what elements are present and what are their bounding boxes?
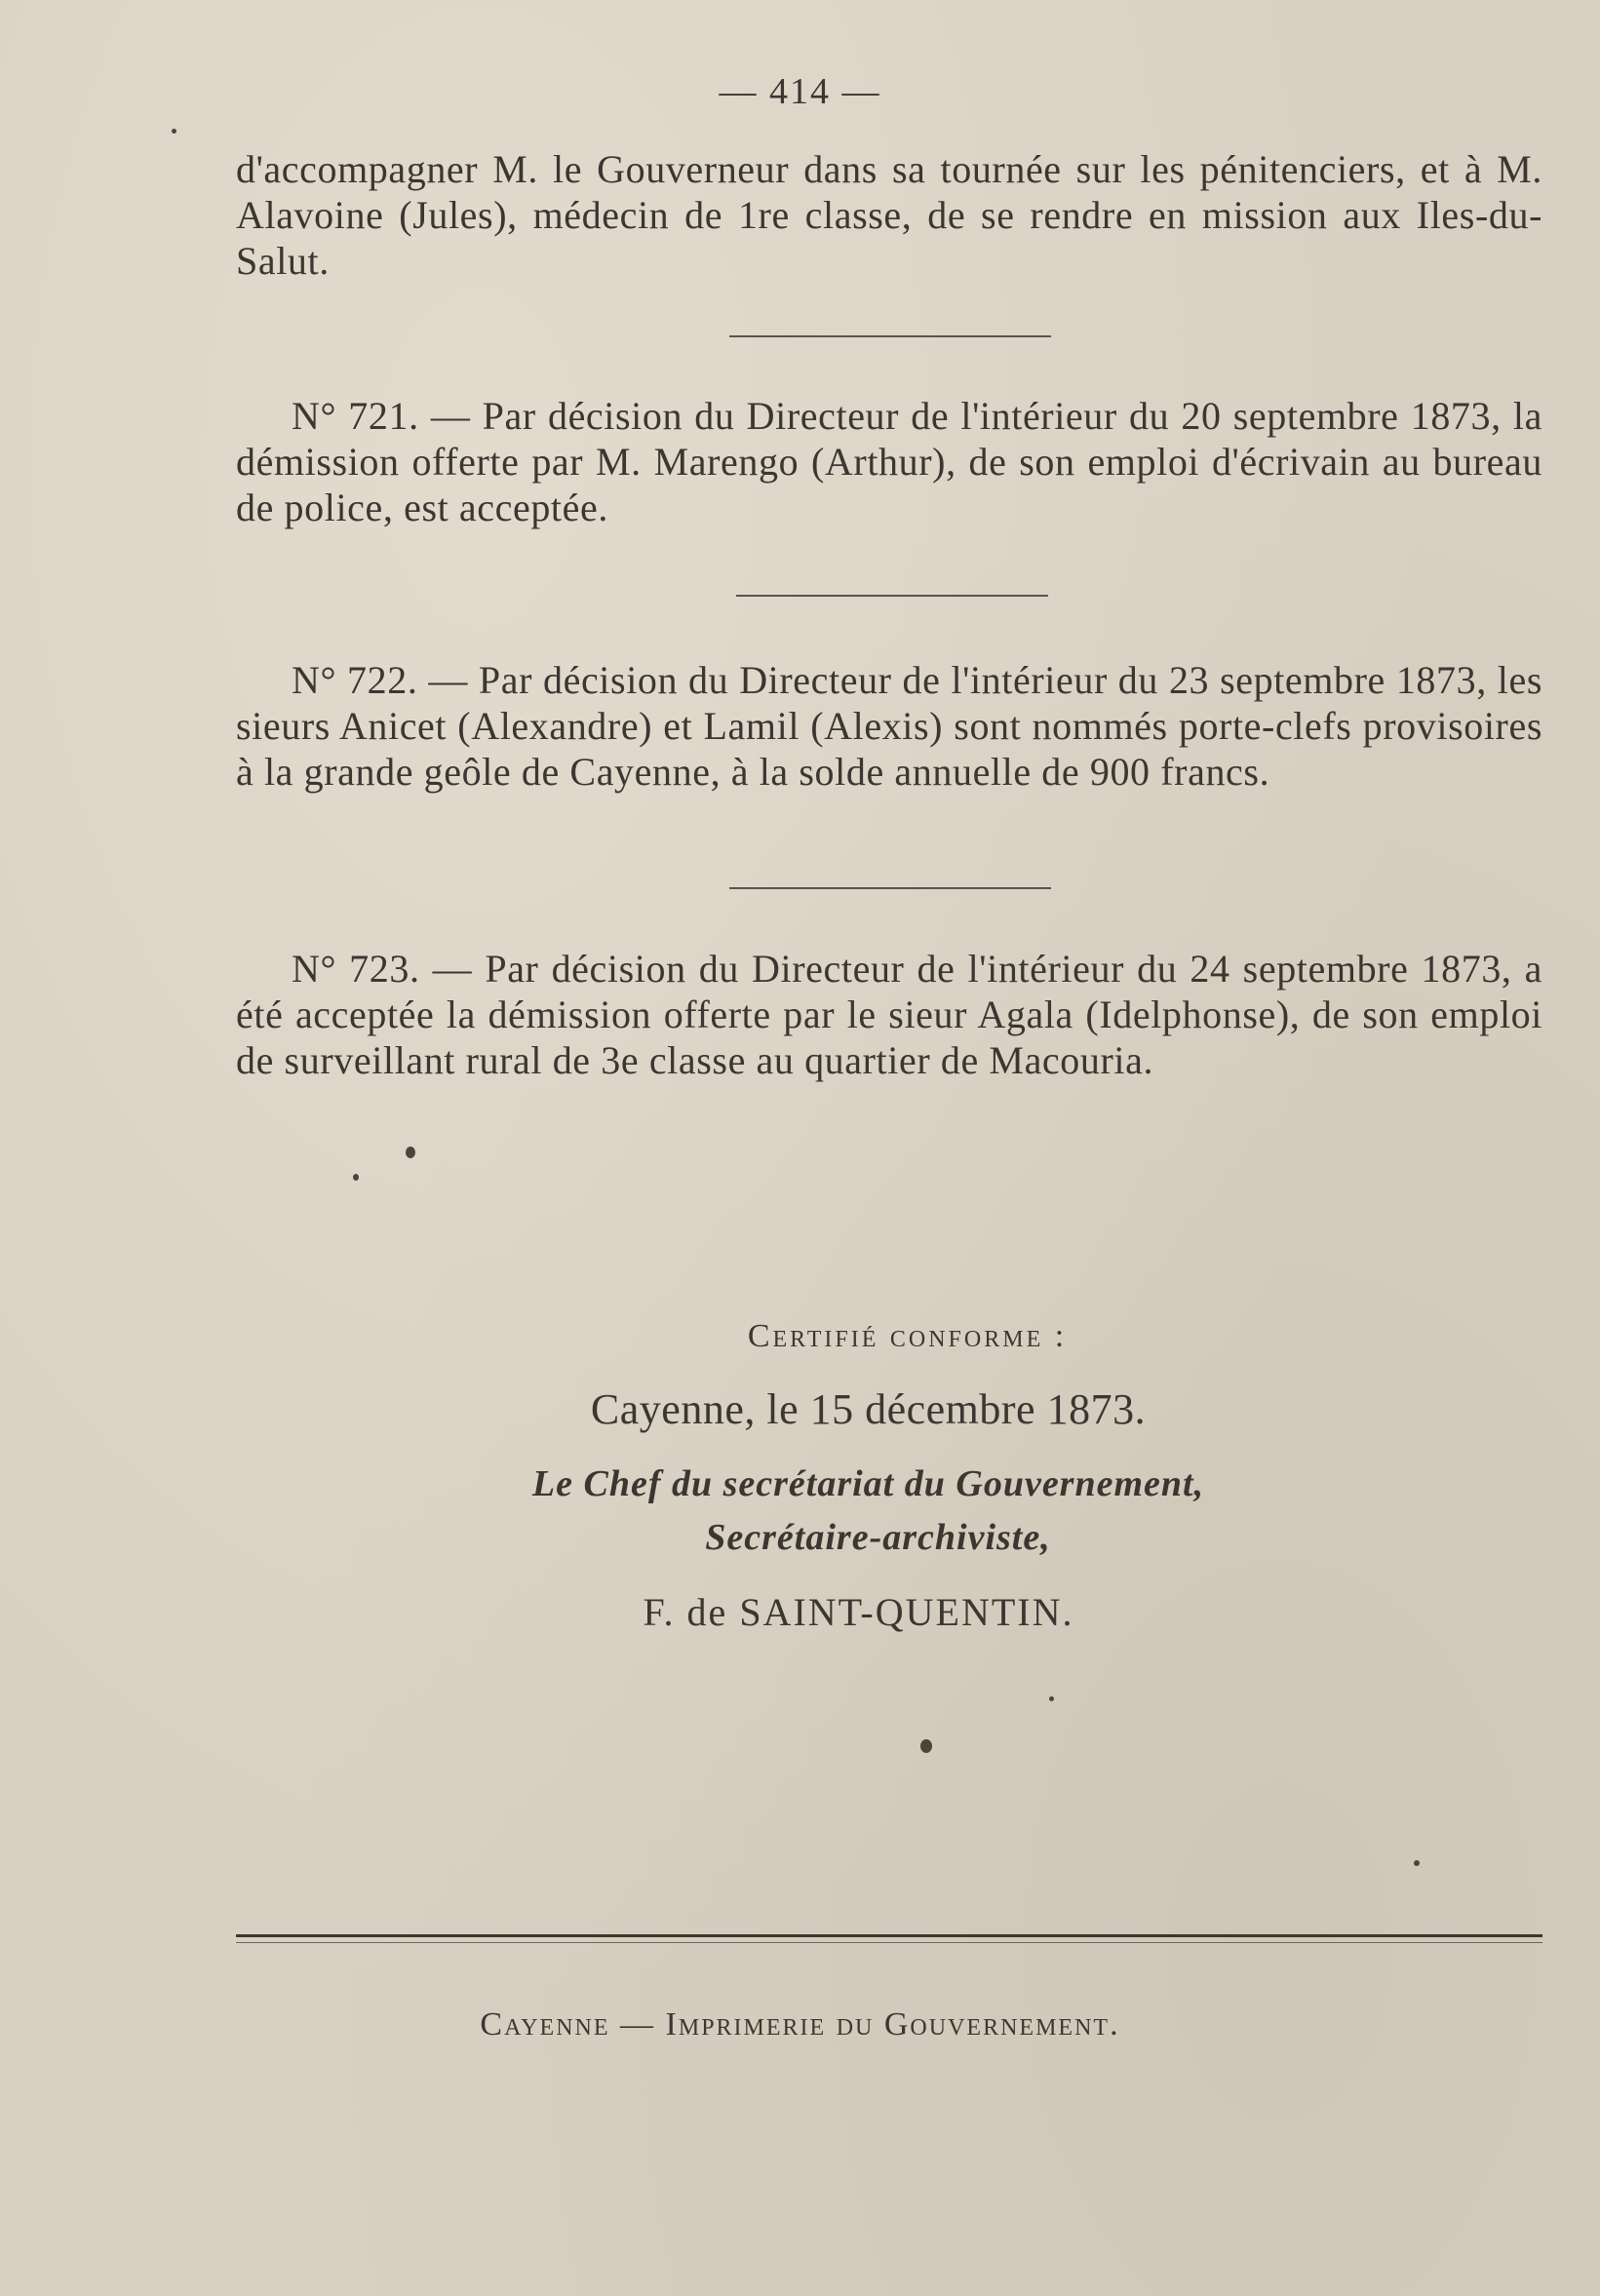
signature-name: F. de SAINT-QUENTIN. — [643, 1590, 1074, 1634]
footer-rule — [236, 1934, 1542, 1937]
entry-number: N° 721. — [292, 394, 419, 438]
certification-date: Cayenne, le 15 décembre 1873. — [590, 1385, 1147, 1433]
continuation-paragraph — [236, 146, 1542, 284]
printer-imprint: Cayenne — Imprimerie du Gouvernement. — [480, 2006, 1120, 2043]
entry-722 — [236, 657, 1542, 795]
entry-text: — Par décision du Directeur de l'intérieur du 24 septembre 1873, a été acceptée la démission offerte par le sieur Agala (Idelphonse), de son emploi de surveillant rural de 3e classe au quartier de Macouria. — [236, 947, 1542, 1082]
separator-rule — [736, 595, 1048, 597]
certification-heading: Certifié conforme : — [747, 1318, 1068, 1354]
separator-rule — [729, 335, 1051, 337]
certification-role: Le Chef du secrétariat du Gouvernement, — [531, 1463, 1205, 1504]
entry-number: N° 723. — [292, 947, 420, 991]
continuation-text: d'accompagner M. le Gouverneur dans sa tournée sur les pénitenciers, et à M. Alavoine (Jules), médecin de 1re classe, de se rendre en mission aux Iles-du-Salut. — [236, 147, 1542, 283]
entry-723 — [236, 946, 1542, 1083]
paper-speck — [172, 129, 176, 134]
page-number: — 414 — — [719, 71, 881, 112]
paper-speck — [1049, 1696, 1054, 1701]
entry-text: — Par décision du Directeur de l'intérieur du 23 septembre 1873, les sieurs Anicet (Alexandre) et Lamil (Alexis) sont nommés porte-clefs provisoires à la grande geôle de Cayenne, à la solde annuelle de 900 francs. — [236, 658, 1542, 794]
paper-speck — [406, 1147, 415, 1158]
paper-speck — [353, 1174, 359, 1181]
paper-speck — [1414, 1860, 1420, 1866]
entry-text: — Par décision du Directeur de l'intérieur du 20 septembre 1873, la démission offerte par M. Marengo (Arthur), de son emploi d'écrivain au bureau de police, est acceptée. — [236, 394, 1542, 529]
certification-role-secondary: Secrétaire-archiviste, — [705, 1517, 1051, 1558]
footer-rule-thin — [236, 1942, 1542, 1943]
paper-speck — [920, 1739, 932, 1753]
entry-721 — [236, 393, 1542, 530]
separator-rule — [729, 887, 1051, 889]
entry-number: N° 722. — [292, 658, 418, 702]
